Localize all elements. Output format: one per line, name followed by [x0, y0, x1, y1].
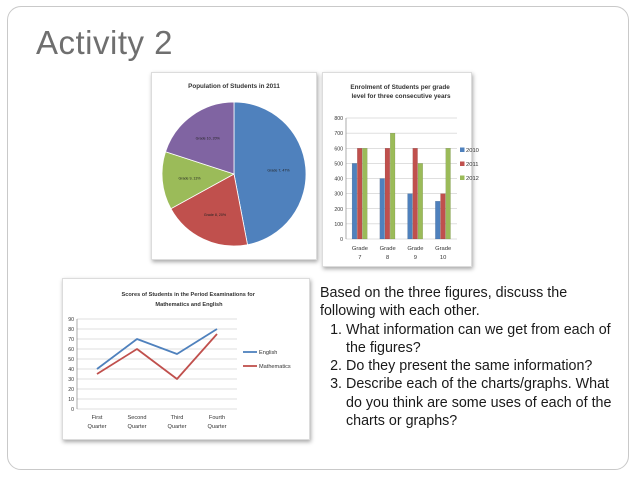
bar-x-tick: Grade: [435, 246, 452, 252]
discussion-prompt: [320, 284, 620, 430]
question-item: 3. Describe each of the charts/graphs. What do you think are some uses of each of the charts or graphs?: [346, 375, 620, 430]
line-y-tick: 0: [71, 406, 74, 413]
line-y-tick: 70: [68, 336, 74, 343]
question-item: 1. What information can we get from each of the figures?: [346, 321, 620, 358]
bar-chart: [323, 73, 479, 266]
bar-2012: [390, 133, 395, 239]
line-x-tick: Second: [127, 415, 147, 421]
pie-slice: [234, 102, 306, 245]
line-legend-label: English: [259, 350, 278, 356]
bar-legend-swatch: [460, 162, 465, 167]
bar-chart-title: Enrolment of Students per grade level for three consecutive years: [350, 84, 451, 100]
question-item: 2. Do they present the same information?: [346, 357, 620, 375]
line-x-tick: Quarter: [87, 424, 107, 430]
prompt-intro: Based on the three figures, discuss the following with each other.: [320, 285, 568, 320]
line-y-tick: 40: [68, 366, 74, 373]
line-y-tick: 60: [68, 346, 74, 353]
bar-x-tick: 9: [413, 255, 417, 261]
line-y-tick: 20: [68, 386, 74, 393]
bar-y-tick: 0: [340, 237, 343, 243]
line-x-tick: Quarter: [207, 424, 227, 430]
line-chart-panel: [62, 278, 310, 440]
line-legend-label: Mathematics: [259, 364, 291, 370]
bar-y-tick: 600: [334, 146, 343, 153]
line-x-tick: Third: [170, 415, 184, 421]
line-x-tick: First: [91, 415, 103, 421]
bar-legend-swatch: [460, 176, 465, 181]
bar-x-tick: 8: [386, 255, 390, 261]
bar-y-tick: 800: [334, 116, 343, 122]
bar-2010: [408, 194, 413, 239]
bar-2011: [357, 148, 362, 239]
line-chart: [63, 279, 309, 439]
bar-2010: [435, 201, 440, 239]
bar-2012: [418, 163, 423, 239]
bar-2011: [385, 148, 390, 239]
bar-y-tick: 300: [334, 191, 343, 198]
line-x-tick: Quarter: [167, 424, 187, 430]
line-y-tick: 50: [68, 356, 74, 363]
bar-x-tick: 7: [358, 255, 362, 261]
bar-x-tick: 10: [439, 255, 447, 261]
bar-legend-label: 2010: [466, 148, 479, 154]
pie-slice-label: Grade 8, 20%: [203, 212, 227, 217]
bar-legend-label: 2012: [466, 176, 479, 182]
bar-legend-swatch: [460, 148, 465, 153]
bar-y-tick: 400: [334, 176, 343, 183]
bar-chart-panel: [322, 72, 479, 267]
bar-x-tick: Grade: [379, 246, 396, 252]
bar-2010: [380, 179, 385, 240]
line-x-tick: Fourth: [208, 415, 226, 421]
line-chart-title: Scores of Students in the Period Examinations for Mathematics and English: [121, 292, 255, 308]
line-x-tick: Quarter: [127, 424, 147, 430]
slide-title: Activity 2: [36, 24, 174, 61]
pie-slice-label: Grade 9, 13%: [178, 176, 201, 181]
line-y-tick: 30: [68, 376, 74, 383]
bar-2012: [362, 148, 367, 239]
bar-y-tick: 700: [334, 131, 343, 138]
line-y-tick: 90: [68, 316, 74, 323]
bar-2012: [446, 148, 451, 239]
bar-x-tick: Grade: [407, 246, 424, 252]
pie-chart-title: Population of Students in 2011: [188, 83, 280, 90]
bar-y-tick: 100: [334, 221, 343, 228]
question-list: [320, 321, 620, 431]
line-y-tick: 10: [68, 396, 74, 403]
pie-slice-label: Grade 7, 47%: [267, 168, 290, 173]
pie-chart-panel: [151, 72, 317, 260]
pie-slice-label: Grade 10, 20%: [195, 136, 220, 141]
bar-2011: [413, 148, 418, 239]
bar-y-tick: 200: [334, 206, 343, 213]
bar-2011: [441, 194, 446, 239]
bar-2010: [352, 163, 357, 239]
pie-chart: [152, 73, 316, 259]
bar-legend-label: 2011: [466, 162, 479, 168]
bar-x-tick: Grade: [351, 246, 368, 252]
line-y-tick: 80: [68, 326, 74, 333]
bar-y-tick: 500: [334, 161, 343, 168]
